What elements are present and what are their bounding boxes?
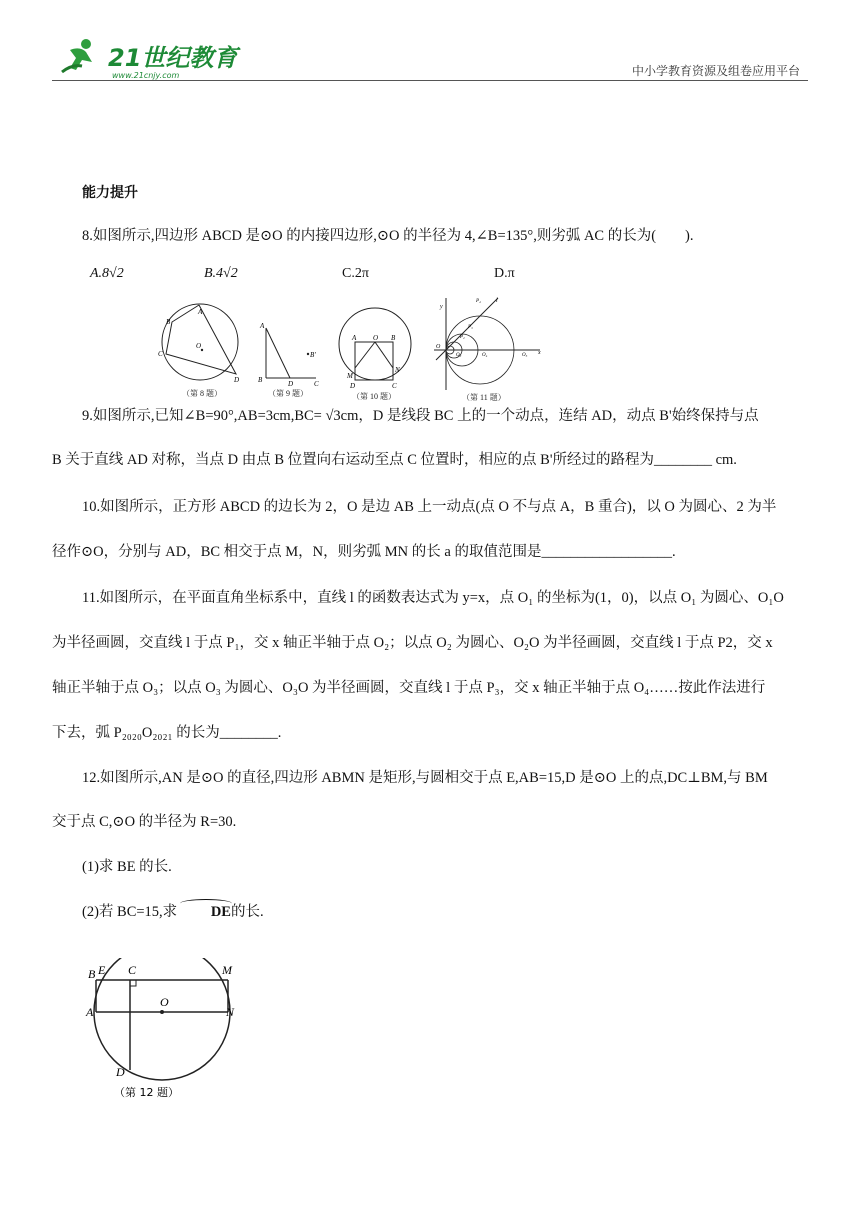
figure-12-caption: （第 12 题） <box>114 1086 179 1099</box>
svg-text:M: M <box>347 372 353 380</box>
logo-url: www.21cnjy.com <box>112 71 180 80</box>
svg-text:C: C <box>128 963 137 977</box>
svg-text:y: y <box>440 304 443 310</box>
logo-icon <box>52 36 242 80</box>
svg-text:O₄: O₄ <box>482 353 488 358</box>
svg-text:N: N <box>395 366 400 374</box>
svg-text:D: D <box>288 380 294 388</box>
choice-d: D.π <box>494 266 515 281</box>
arc-de-label: DE <box>181 890 231 934</box>
question-11-line-2: 为半径画圆，交直线 l 于点 P₁，交 x 轴正半轴于点 O₂；以点 O₂ 为圆心、O₂O 为半径画圆，交直线 l 于点 P2，交 x <box>52 635 773 651</box>
figure-9 <box>254 318 326 400</box>
svg-text:x: x <box>538 350 541 356</box>
svg-text:B: B <box>391 334 396 342</box>
svg-text:D: D <box>234 376 240 384</box>
svg-text:O: O <box>160 995 169 1009</box>
svg-text:B: B <box>88 967 96 981</box>
figure-8-caption: （第 8 题） <box>182 389 222 398</box>
svg-text:C: C <box>392 382 397 390</box>
figure-11-caption: （第 11 题） <box>462 393 506 402</box>
page-header <box>52 36 808 82</box>
svg-text:P₃: P₃ <box>468 325 473 330</box>
svg-text:P₂: P₂ <box>460 335 465 340</box>
question-9-line-1: 9.如图所示,已知∠B=90°,AB=3cm,BC= √3cm，D 是线段 BC 上的一个动点，连结 AD，动点 B'始终保持与点 <box>82 408 759 424</box>
svg-text:O: O <box>196 342 202 350</box>
svg-text:A: A <box>198 308 203 316</box>
svg-text:O: O <box>436 344 441 350</box>
section-title: 能力提升 <box>82 185 138 201</box>
question-9-line-2: B 关于直线 AD 对称，当点 D 由点 B 位置向右运动至点 C 位置时，相应的点 B'所经过的路程为________ cm. <box>52 452 737 468</box>
svg-text:N: N <box>226 1005 235 1019</box>
svg-text:M: M <box>222 963 232 977</box>
question-8-stem: 8.如图所示,四边形 ABCD 是⊙O 的内接四边形,⊙O 的半径为 4,∠B=135°,则劣弧 AC 的长为( ). <box>82 228 694 244</box>
svg-text:P₄: P₄ <box>476 299 481 304</box>
svg-text:C: C <box>314 380 319 388</box>
svg-text:l: l <box>496 298 498 304</box>
choice-c: C.2π <box>342 266 369 281</box>
figure-10 <box>334 302 416 402</box>
svg-text:B': B' <box>310 351 316 359</box>
svg-text:E: E <box>98 963 106 977</box>
figure-8 <box>154 296 246 400</box>
svg-text:C: C <box>158 350 163 358</box>
figure-12 <box>84 958 254 1106</box>
part-2-suffix: 的长. <box>230 904 264 920</box>
figure-11 <box>430 294 546 402</box>
question-8-choices <box>0 262 860 288</box>
svg-text:A: A <box>260 322 265 330</box>
svg-text:B: B <box>166 318 171 326</box>
figure-9-caption: （第 9 题） <box>268 389 308 398</box>
question-11-line-1: 11.如图所示，在平面直角坐标系中，直线 l 的函数表达式为 y=x，点 O₁ 的坐标为(1，0)，以点 O₁ 为圆心、O₁O <box>82 590 784 606</box>
svg-text:A: A <box>86 1005 94 1019</box>
header-divider <box>52 80 808 81</box>
platform-name: 中小学教育资源及组卷应用平台 <box>631 64 800 78</box>
figure-10-caption: （第 10 题） <box>352 392 396 401</box>
svg-text:A: A <box>352 334 357 342</box>
question-12-part-1: (1)求 BE 的长. <box>82 859 172 875</box>
svg-text:O: O <box>373 334 379 342</box>
question-12-line-2: 交于点 C,⊙O 的半径为 R=30. <box>52 814 237 830</box>
question-11-line-4: 下去，弧 P₂₀₂₀O₂₀₂₁ 的长为________. <box>52 725 282 741</box>
svg-text:O₅: O₅ <box>522 353 528 358</box>
svg-text:D: D <box>350 382 356 390</box>
part-2-prefix: (2)若 BC=15,求 <box>82 904 178 920</box>
svg-text:D: D <box>116 1065 125 1079</box>
question-10-line-1: 10.如图所示，正方形 ABCD 的边长为 2，O 是边 AB 上一动点(点 O 不与点 A，B 重合)，以 O 为圆心、2 为半 <box>82 499 777 515</box>
question-11-line-3: 轴正半轴于点 O₃；以点 O₃ 为圆心、O₃O 为半径画圆，交直线 l 于点 P₃，交 x 轴正半轴于点 O₄……按此作法进行 <box>52 680 766 696</box>
question-12-part-2 <box>52 890 808 934</box>
logo-text: 21世纪教育 <box>108 44 238 72</box>
choice-a: A.8√2 <box>90 266 124 281</box>
choice-b: B.4√2 <box>204 266 238 281</box>
question-12-line-1: 12.如图所示,AN 是⊙O 的直径,四边形 ABMN 是矩形,与圆相交于点 E,AB=15,D 是⊙O 上的点,DC⊥BM,与 BM <box>82 770 768 786</box>
question-10-line-2: 径作⊙O，分别与 AD，BC 相交于点 M，N，则劣弧 MN 的长 a 的取值范围是__________________. <box>52 544 676 560</box>
svg-text:O₃: O₃ <box>456 353 462 358</box>
svg-text:B: B <box>258 376 263 384</box>
